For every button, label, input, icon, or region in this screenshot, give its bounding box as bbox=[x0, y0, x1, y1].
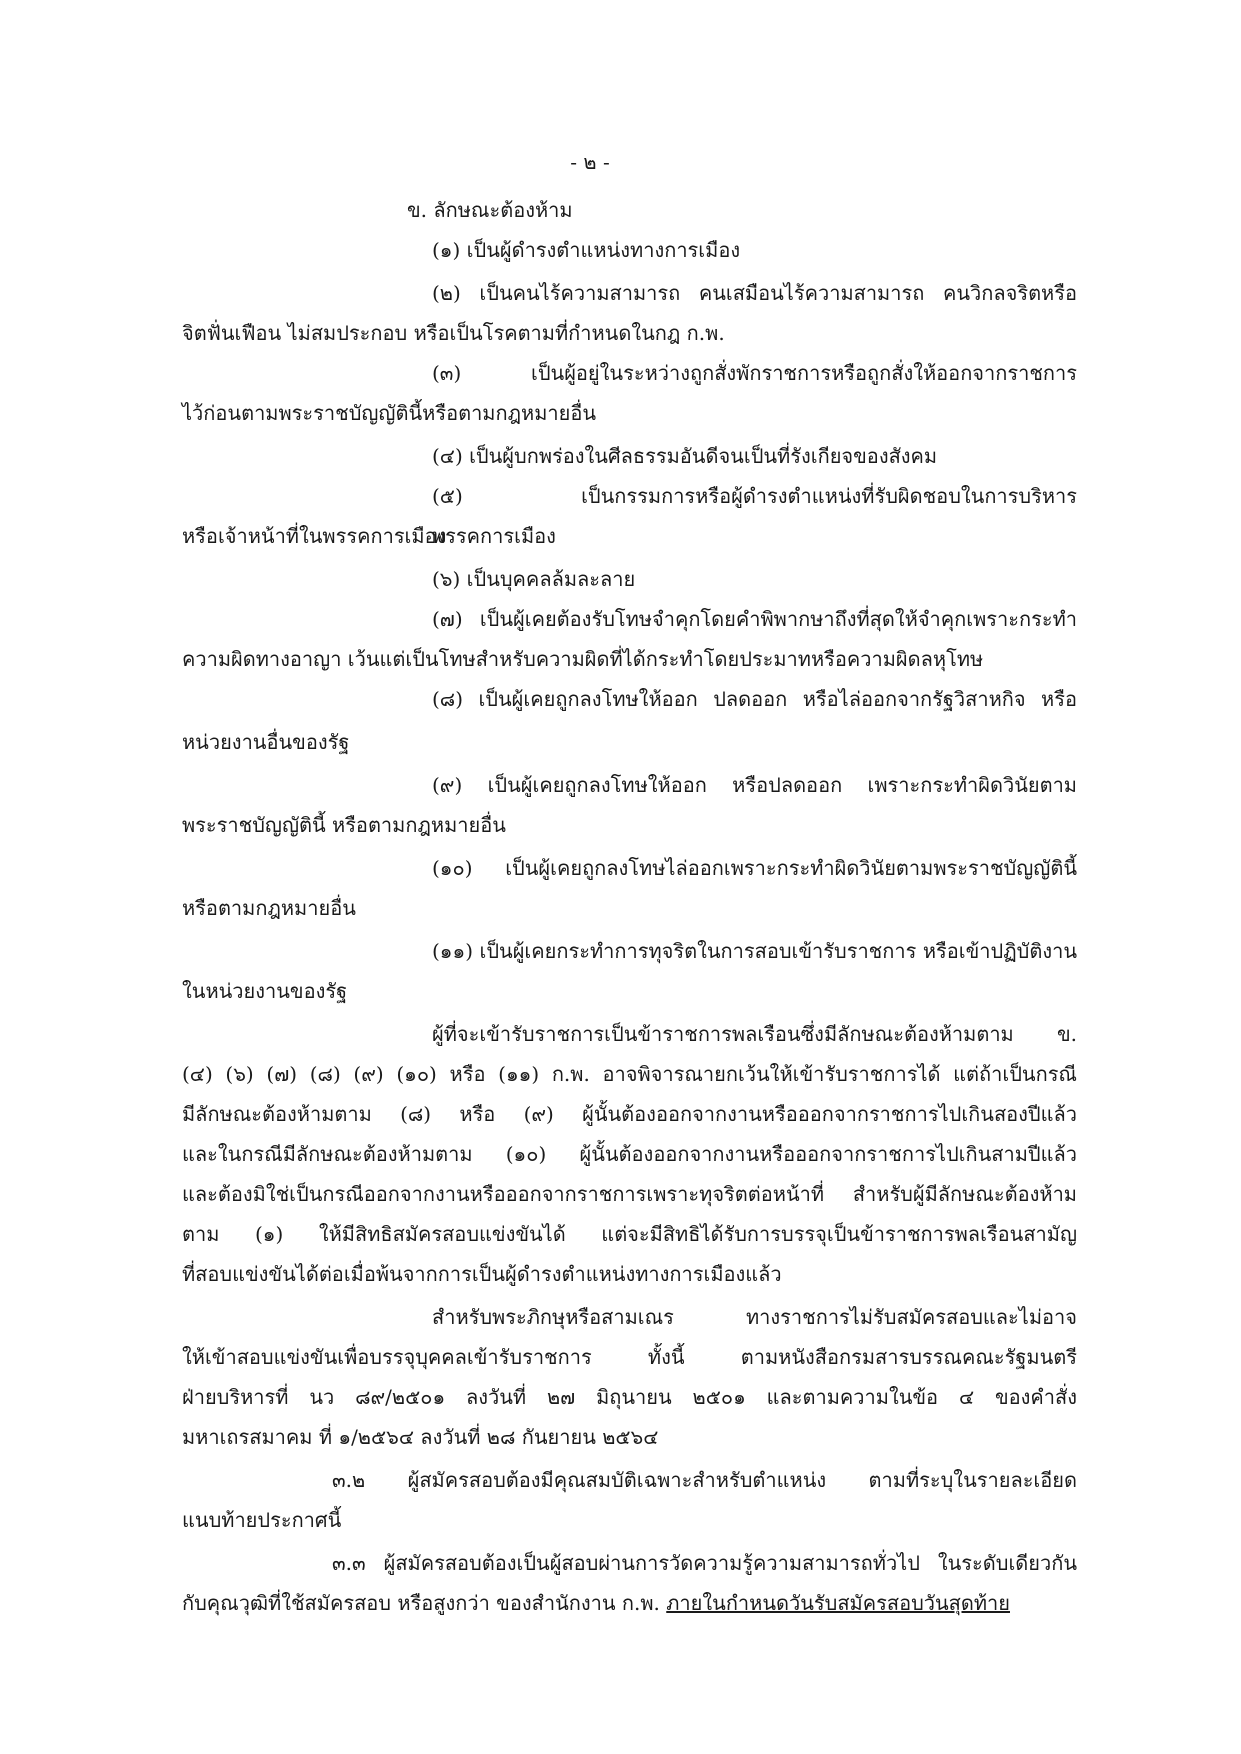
list-item: (๖) เป็นบุคคลล้มละลาย bbox=[432, 567, 636, 591]
list-item: (๘) เป็นผู้เคยถูกลงโทษให้ออก ปลดออก หรือไล่ออกจากรัฐวิสาหกิจ หรือ bbox=[432, 687, 1077, 711]
section-3-3-line: ๓.๓ ผู้สมัครสอบต้องเป็นผู้สอบผ่านการวัดความรู้ความสามารถทั่วไป ในระดับเดียวกัน bbox=[332, 1551, 1077, 1575]
list-item: (๙) เป็นผู้เคยถูกลงโทษให้ออก หรือปลดออก เพราะกระทำผิดวินัยตาม bbox=[432, 773, 1077, 797]
list-item-continuation: พระราชบัญญัตินี้ หรือตามกฎหมายอื่น bbox=[182, 813, 506, 837]
list-item: (๑๑) เป็นผู้เคยกระทำการทุจริตในการสอบเข้ารับราชการ หรือเข้าปฏิบัติงาน bbox=[432, 939, 1077, 963]
paragraph-line: ฝ่ายบริหารที่ นว ๘๙/๒๕๐๑ ลงวันที่ ๒๗ มิถุนายน ๒๕๐๑ และตามความในข้อ ๔ ของคำสั่ง bbox=[182, 1385, 1077, 1409]
section-3-2-line: แนบท้ายประกาศนี้ bbox=[182, 1508, 342, 1532]
list-item: (๑) เป็นผู้ดำรงตำแหน่งทางการเมือง bbox=[432, 238, 741, 262]
section-3-3-plain-text: กับคุณวุฒิที่ใช้สมัครสอบ หรือสูงกว่า ของสำนักงาน ก.พ. bbox=[182, 1591, 660, 1615]
list-item-continuation: ความผิดทางอาญา เว้นแต่เป็นโทษสำหรับความผิดที่ได้กระทำโดยประมาทหรือความผิดลหุโทษ bbox=[182, 647, 984, 671]
list-item-continuation: หรือเจ้าหน้าที่ในพรรคการเมือง bbox=[182, 524, 447, 548]
list-item-continuation: ไว้ก่อนตามพระราชบัญญัตินี้หรือตามกฎหมายอื่น bbox=[182, 401, 597, 425]
list-item-continuation: จิตฟั่นเฟือน ไม่สมประกอบ หรือเป็นโรคตามที่กำหนดในกฎ ก.พ. bbox=[182, 321, 725, 345]
list-item-continuation: ในหน่วยงานของรัฐ bbox=[182, 979, 348, 1003]
paragraph-line: ที่สอบแข่งขันได้ต่อเมื่อพ้นจากการเป็นผู้ดำรงตำแหน่งทางการเมืองแล้ว bbox=[182, 1262, 782, 1286]
list-item: (๕) เป็นกรรมการหรือผู้ดำรงตำแหน่งที่รับผิดชอบในการบริหารพรรคการเมือง bbox=[432, 484, 1077, 548]
paragraph-line: มหาเถรสมาคม ที่ ๑/๒๕๖๔ ลงวันที่ ๒๘ กันยายน ๒๕๖๔ bbox=[182, 1425, 659, 1449]
paragraph-line: ให้เข้าสอบแข่งขันเพื่อบรรจุบุคคลเข้ารับราชการ ทั้งนี้ ตามหนังสือกรมสารบรรณคณะรัฐมนตรี bbox=[182, 1345, 1077, 1369]
list-item-continuation: หน่วยงานอื่นของรัฐ bbox=[182, 730, 350, 754]
document-body bbox=[182, 190, 1077, 1623]
underlined-deadline-text: ภายในกำหนดวันรับสมัครสอบวันสุดท้าย bbox=[666, 1591, 1010, 1615]
list-item: (๓) เป็นผู้อยู่ในระหว่างถูกสั่งพักราชการหรือถูกสั่งให้ออกจากราชการ bbox=[432, 361, 1077, 385]
list-item: (๗) เป็นผู้เคยต้องรับโทษจำคุกโดยคำพิพากษาถึงที่สุดให้จำคุกเพราะกระทำ bbox=[432, 607, 1077, 631]
paragraph-line: มีลักษณะต้องห้ามตาม (๘) หรือ (๙) ผู้นั้นต้องออกจากงานหรือออกจากราชการไปเกินสองปีแล้ว bbox=[182, 1102, 1077, 1126]
list-item: (๒) เป็นคนไร้ความสามารถ คนเสมือนไร้ความสามารถ คนวิกลจริตหรือ bbox=[432, 281, 1077, 305]
section-3-3-line bbox=[182, 1583, 1077, 1623]
section-heading: ข. ลักษณะต้องห้าม bbox=[407, 198, 573, 222]
paragraph-line: และในกรณีมีลักษณะต้องห้ามตาม (๑๐) ผู้นั้นต้องออกจากงานหรือออกจากราชการไปเกินสามปีแล้ว bbox=[182, 1142, 1077, 1166]
paragraph-line: สำหรับพระภิกษุหรือสามเณร ทางราชการไม่รับสมัครสอบและไม่อาจ bbox=[432, 1305, 1077, 1329]
paragraph-line: และต้องมิใช่เป็นกรณีออกจากงานหรือออกจากราชการเพราะทุจริตต่อหน้าที่ สำหรับผู้มีลักษณะต้องห้าม bbox=[182, 1182, 1077, 1206]
list-item-continuation: หรือตามกฎหมายอื่น bbox=[182, 896, 356, 920]
list-item: (๔) เป็นผู้บกพร่องในศีลธรรมอันดีจนเป็นที่รังเกียจของสังคม bbox=[432, 444, 938, 468]
page-number: - ๒ - bbox=[570, 150, 610, 174]
paragraph-line: ผู้ที่จะเข้ารับราชการเป็นข้าราชการพลเรือนซึ่งมีลักษณะต้องห้ามตาม ข. bbox=[432, 1022, 1077, 1046]
paragraph-line: ตาม (๑) ให้มีสิทธิสมัครสอบแข่งขันได้ แต่จะมีสิทธิได้รับการบรรจุเป็นข้าราชการพลเรือนสามัญ bbox=[182, 1222, 1077, 1246]
list-item: (๑๐) เป็นผู้เคยถูกลงโทษไล่ออกเพราะกระทำผิดวินัยตามพระราชบัญญัตินี้ bbox=[432, 856, 1077, 880]
paragraph-line: (๔) (๖) (๗) (๘) (๙) (๑๐) หรือ (๑๑) ก.พ. อาจพิจารณายกเว้นให้เข้ารับราชการได้ แต่ถ้าเป็นกรณี bbox=[182, 1062, 1077, 1086]
section-3-2-line: ๓.๒ ผู้สมัครสอบต้องมีคุณสมบัติเฉพาะสำหรับตำแหน่ง ตามที่ระบุในรายละเอียด bbox=[332, 1468, 1077, 1492]
